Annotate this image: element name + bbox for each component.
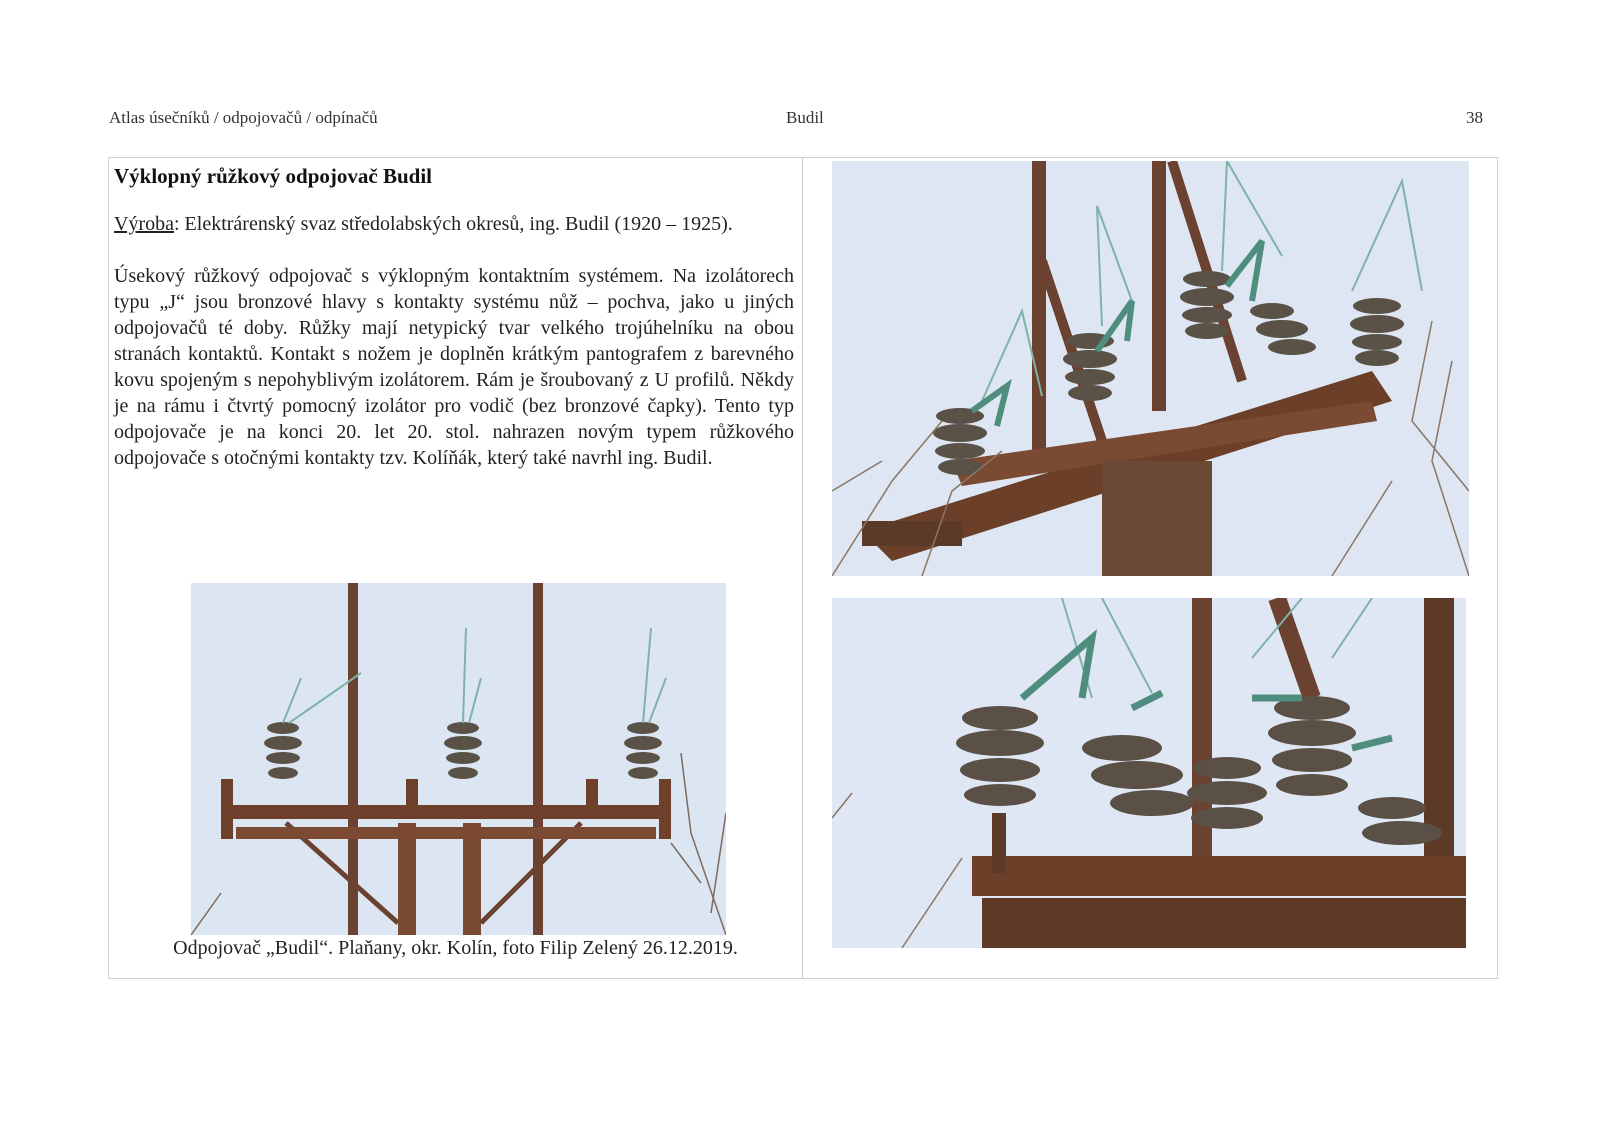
description-paragraph: Úsekový růžkový odpojovač s výklopným kontaktním systémem. Na izolátorech typu „J“ jsou bronzové hlavy s kontakty systému nůž – pochva, jako u jiných odpojovačů té doby. Růžky mají netypický tvar velkého trojúhelníku na obou stranách kontaktů. Kontakt s nožem je doplněn krátkým pantografem z barevného kovu spojeným s nepohyblivým izolátorem. Rám je šroubovaný z U profilů. Někdy je na rámu i čtvrtý pomocný izolátor pro vodič (bez bronzové čapky). Tento typ odpojovače je na konci 20. let 20. stol. nahrazen novým typem růžkového odpojovače s otočnými kontakty tzv. Kolíňák, který také navrhl ing. Budil. — [114, 265, 794, 469]
production-label: Výroba — [114, 213, 174, 235]
article-title: Výklopný růžkový odpojovač Budil — [114, 164, 432, 188]
content-frame — [108, 157, 1498, 979]
photo-full-switch — [191, 583, 726, 935]
header-atlas-title: Atlas úsečníků / odpojovačů / odpínačů — [109, 108, 378, 127]
page-header — [109, 108, 1483, 132]
photo-closeup-bottom — [832, 598, 1466, 948]
column-divider — [802, 158, 803, 978]
text-column — [114, 160, 794, 471]
production-text: : Elektrárenský svaz středolabských okresů, ing. Budil (1920 – 1925). — [173, 213, 733, 235]
header-section-title: Budil — [786, 108, 824, 127]
production-paragraph — [114, 211, 794, 237]
photo-closeup-top — [832, 161, 1469, 576]
photo-caption: Odpojovač „Budil“. Plaňany, okr. Kolín, foto Filip Zelený 26.12.2019. — [173, 937, 738, 959]
page-number: 38 — [1466, 108, 1483, 127]
